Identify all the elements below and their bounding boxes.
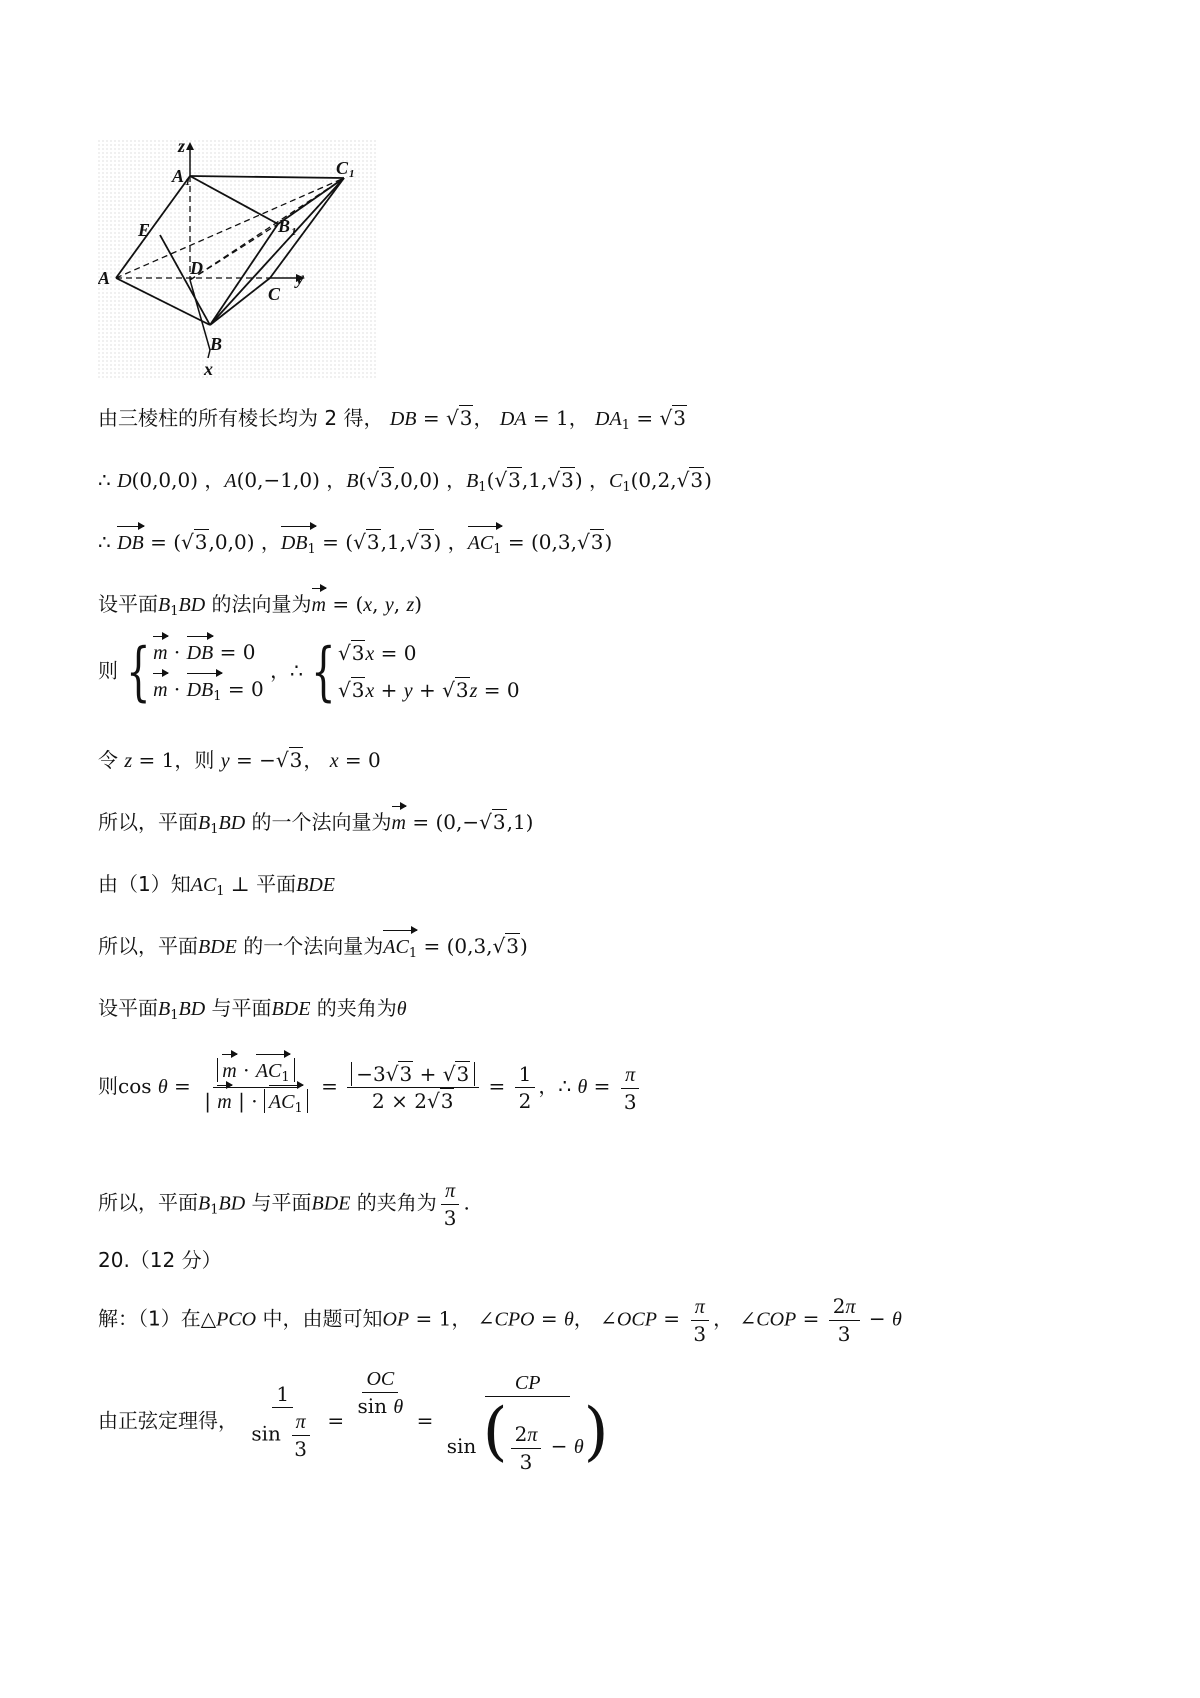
svg-text:C: C <box>336 158 349 178</box>
svg-text:y: y <box>296 268 304 288</box>
angle-setup: 设平面$B_1BD$ 与平面BDE 的夹角为θ <box>98 996 407 1023</box>
given-edge-lengths: 由三棱柱的所有棱长均为 2 得， DB = √3， DA = 1， $DA_1 = √3$ <box>98 406 686 433</box>
prism-diagram <box>98 140 376 380</box>
svg-text:B: B <box>278 216 291 236</box>
svg-text:E: E <box>138 220 151 240</box>
svg-text:x: x <box>204 359 213 379</box>
equation-system: 则 { m · DB = 0 $m \cdot DB_1 = 0$ ，∴ { √3x = 0 √3x + y + √3z = 0 <box>98 635 520 709</box>
svg-text:D: D <box>190 258 203 278</box>
vector-coordinates: ∴ DB = (√3,0,0) ，$DB_1 = (√3,1,√3)$ ，$AC_1 = (0,3,√3)$ <box>98 530 613 557</box>
svg-text:z: z <box>178 140 186 156</box>
svg-text:C: C <box>268 284 281 304</box>
cos-computation: 则cos θ = $\frac{m \cdot AC_1}{| m | \cdot AC_1}$ = $\frac{-3√3 + √3}{2 \times 2√3}$ = $\frac{1}{2}$ ，∴ θ = $\frac{\pi}{3}$ <box>98 1060 644 1115</box>
svg-text:1: 1 <box>349 168 355 180</box>
svg-text:B: B <box>210 334 223 354</box>
triangle-setup: 解：（1）在△PCO 中，由题可知OP = 1， ∠CPO = θ， ∠OCP = $\frac{\pi}{3}$ ， ∠COP = $\frac{2\pi}{3}$ − θ <box>98 1294 902 1346</box>
point-coordinates: ∴ D(0,0,0) ，A(0,−1,0) ，B(√3,0,0) ，$B_1(√3,1,√3)$ ，$C_1(0,2,√3)$ <box>98 468 712 495</box>
svg-text:1: 1 <box>185 176 191 188</box>
angle-conclusion: 所以，平面$B_1BD$ 与平面BDE 的夹角为 $\frac{\pi}{3}$ . <box>98 1180 470 1230</box>
perpendicular-line: 由（1）知$AC_1$ ⊥ 平面BDE <box>98 872 335 899</box>
svg-text:1: 1 <box>291 226 297 238</box>
svg-text:A: A <box>172 166 185 186</box>
normal-vector-setup: 设平面$B_1BD$ 的法向量为m = (x, y, z) <box>98 592 423 619</box>
let-z-line: 令 z = 1，则 y = −√3， x = 0 <box>98 748 381 772</box>
normal-vector-result: 所以，平面$B_1BD$ 的一个法向量为m = (0,−√3,1) <box>98 810 534 837</box>
question-20-heading: 20.（12 分） <box>98 1248 222 1272</box>
sine-law: 由正弦定理得， 1 sin $\frac{\pi}{3}$ = $\frac{OC}{\text{sin θ}}$ = CP sin ( $\frac{2\pi}{3}$ − θ) <box>98 1368 609 1474</box>
bde-normal-line: 所以，平面BDE 的一个法向量为$AC_1 = (0,3,√3)$ <box>98 934 528 961</box>
svg-text:A: A <box>98 268 111 288</box>
